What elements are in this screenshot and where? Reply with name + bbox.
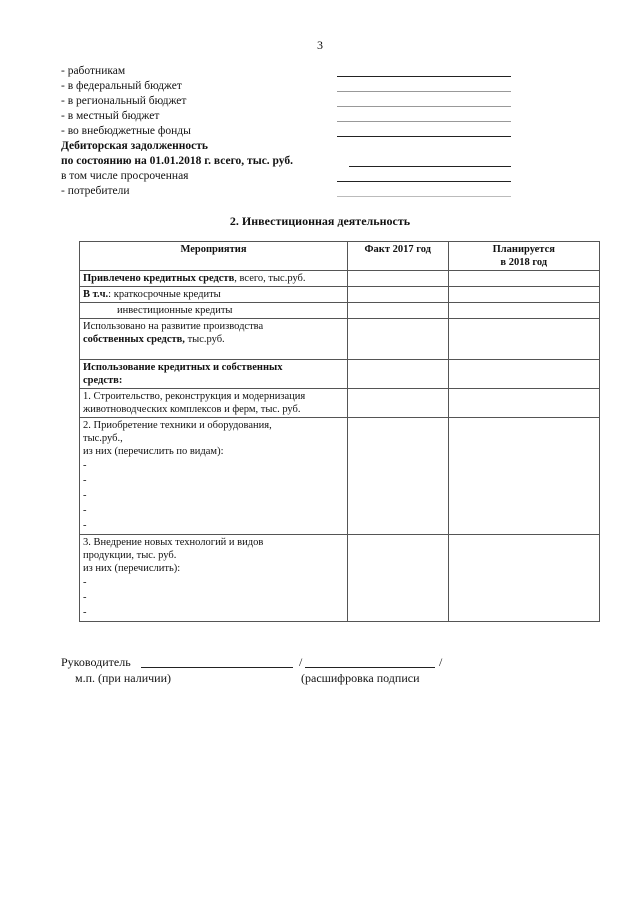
row-item1 <box>80 389 348 418</box>
row-item1-line2: животноводческих комплексов и ферм, тыс. руб. <box>83 404 301 415</box>
row-item3 <box>80 535 348 622</box>
overdue-line <box>61 169 511 184</box>
header-fact-2017: Факт 2017 год <box>347 242 448 271</box>
debt-section <box>61 64 511 199</box>
cell-short-term-fact[interactable] <box>347 287 448 303</box>
debt-label-local: - в местный бюджет <box>61 110 160 122</box>
row-usage-line1: Использование кредитных и собственных <box>83 362 283 373</box>
row-own-rest: тыс.руб. <box>184 334 225 345</box>
debt-line-regional <box>61 94 511 109</box>
table-row <box>80 535 600 622</box>
row-own-funds <box>80 319 348 360</box>
debt-label-workers: - работникам <box>61 65 126 77</box>
row-incl-rest: : краткосрочные кредиты <box>108 289 221 300</box>
cell-usage-fact[interactable] <box>347 360 448 389</box>
signature-block <box>61 655 481 687</box>
row-usage <box>80 360 348 389</box>
debt-blank-regional <box>337 106 511 107</box>
debt-label-regional: - в региональный бюджет <box>61 95 187 107</box>
cell-own-plan[interactable] <box>448 319 599 360</box>
consumers-blank <box>337 196 511 197</box>
table-row <box>80 418 600 535</box>
row-short-term <box>80 287 348 303</box>
row-incl-bold: В т.ч. <box>83 289 109 300</box>
row-item2-line2: тыс.руб., <box>83 433 123 444</box>
row-item3-line2: продукции, тыс. руб. <box>83 550 177 561</box>
cell-item2-fact[interactable] <box>347 418 448 535</box>
cell-usage-plan[interactable] <box>448 360 599 389</box>
cell-credits-plan[interactable] <box>448 271 599 287</box>
cell-item1-plan[interactable] <box>448 389 599 418</box>
debt-blank-federal <box>337 91 511 92</box>
page-number: 3 <box>317 38 323 52</box>
table-row <box>80 360 600 389</box>
debt-blank-workers <box>337 76 511 77</box>
cell-invest-credits-plan[interactable] <box>448 303 599 319</box>
row-item3-line3: из них (перечислить): <box>83 563 181 574</box>
debt-line-local <box>61 109 511 124</box>
row-item2-dash: - <box>83 490 87 501</box>
row-own-bold: собственных средств, <box>83 334 185 345</box>
row-credits-bold: Привлечено кредитных средств <box>83 273 235 284</box>
row-item2 <box>80 418 348 535</box>
signature-blank[interactable] <box>141 656 293 668</box>
table-row <box>80 319 600 360</box>
receivable-title: Дебиторская задолженность <box>61 140 208 152</box>
header-planned-2018 <box>448 242 599 271</box>
cell-item2-plan[interactable] <box>448 418 599 535</box>
signature-caption-row <box>61 671 481 687</box>
header-planned-line1: Планируется <box>492 244 555 255</box>
row-invest-credits-label: инвестиционные кредиты <box>117 305 233 316</box>
head-label: Руководитель <box>61 655 131 669</box>
table-row <box>80 303 600 319</box>
cell-own-fact[interactable] <box>347 319 448 360</box>
debt-line-workers <box>61 64 511 79</box>
table-header-row <box>80 242 600 271</box>
cell-invest-credits-fact[interactable] <box>347 303 448 319</box>
row-credits <box>80 271 348 287</box>
slash-open: / <box>299 655 303 669</box>
cell-item3-fact[interactable] <box>347 535 448 622</box>
row-item2-line1: 2. Приобретение техники и оборудования, <box>83 420 272 431</box>
row-item2-dash: - <box>83 505 87 516</box>
signature-row <box>61 655 481 671</box>
table-row <box>80 287 600 303</box>
row-usage-line2: средств: <box>83 375 123 386</box>
row-credits-rest: , всего, тыс.руб. <box>234 273 306 284</box>
row-item1-line1: 1. Строительство, реконструкция и модернизация <box>83 391 306 402</box>
slash-close: / <box>439 655 443 669</box>
row-item3-dash: - <box>83 592 87 603</box>
receivable-total-label: по состоянию на 01.01.2018 г. всего, тыс. руб. <box>61 155 294 167</box>
cell-credits-fact[interactable] <box>347 271 448 287</box>
overdue-label: в том числе просроченная <box>61 170 189 182</box>
decode-label: (расшифровка подписи <box>301 671 420 685</box>
row-item2-line3: из них (перечислить по видам): <box>83 446 224 457</box>
row-item3-line1: 3. Внедрение новых технологий и видов <box>83 537 264 548</box>
overdue-blank <box>337 181 511 182</box>
receivable-title-line <box>61 139 511 154</box>
receivable-total-line <box>61 154 511 169</box>
name-blank[interactable] <box>305 656 435 668</box>
cell-item3-plan[interactable] <box>448 535 599 622</box>
consumers-label: - потребители <box>61 185 130 197</box>
debt-label-offbudget: - во внебюджетные фонды <box>61 125 191 137</box>
debt-line-federal <box>61 79 511 94</box>
debt-blank-offbudget <box>337 136 511 137</box>
debt-line-offbudget <box>61 124 511 139</box>
table-row <box>80 389 600 418</box>
row-item2-dash: - <box>83 520 87 531</box>
debt-blank-local <box>337 121 511 122</box>
table-row <box>80 271 600 287</box>
section-title: 2. Инвестиционная деятельность <box>229 214 411 228</box>
header-planned-line2: в 2018 год <box>500 257 548 268</box>
cell-item1-fact[interactable] <box>347 389 448 418</box>
row-item2-dash: - <box>83 475 87 486</box>
row-invest-credits <box>80 303 348 319</box>
investment-table <box>79 241 600 622</box>
receivable-total-blank <box>349 166 511 167</box>
cell-short-term-plan[interactable] <box>448 287 599 303</box>
debt-label-federal: - в федеральный бюджет <box>61 80 182 92</box>
row-own-line1: Использовано на развитие производства <box>83 321 264 332</box>
row-item2-dash: - <box>83 460 87 471</box>
row-item3-dash: - <box>83 577 87 588</box>
stamp-label: м.п. (при наличии) <box>75 671 171 685</box>
header-measures: Мероприятия <box>80 242 348 271</box>
consumers-line <box>61 184 511 199</box>
row-item3-dash: - <box>83 607 87 618</box>
